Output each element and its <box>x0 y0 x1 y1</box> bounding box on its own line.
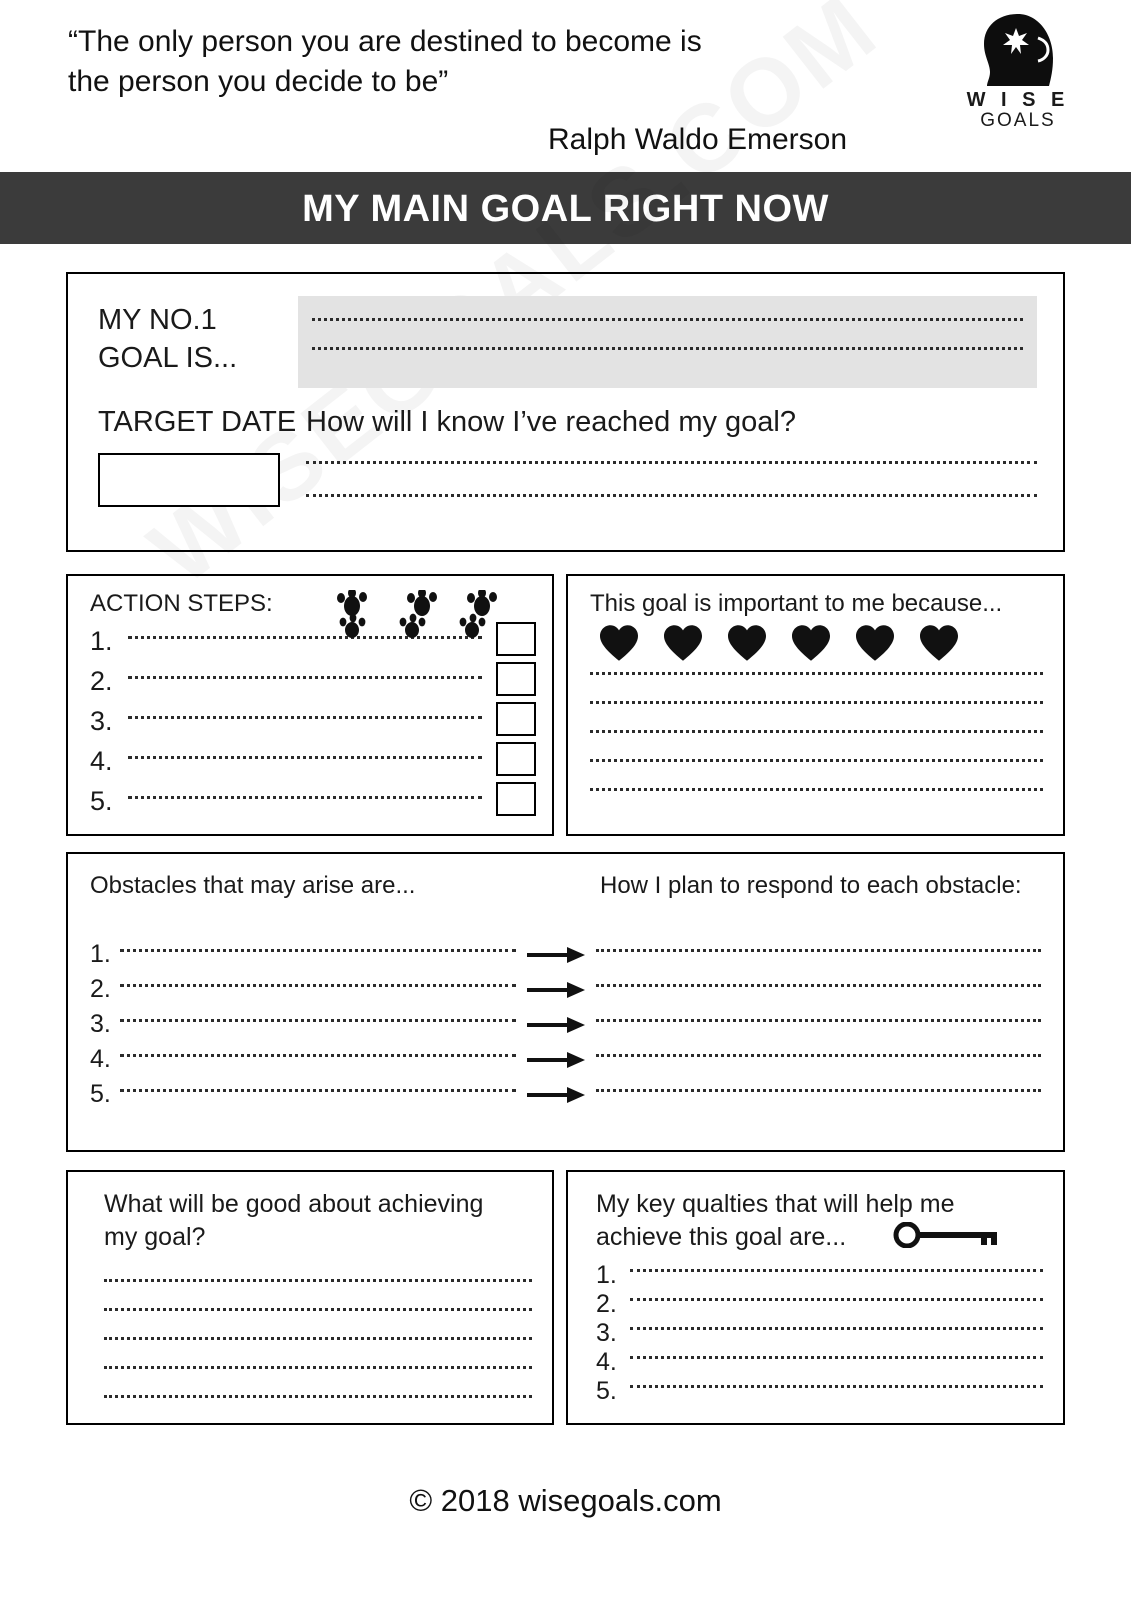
heart-icon <box>726 624 768 662</box>
arrow-right-icon <box>516 1085 596 1105</box>
benefits-section <box>66 1170 554 1425</box>
benefits-input-line[interactable] <box>104 1366 532 1369</box>
obstacle-input[interactable] <box>120 949 516 952</box>
quality-number: 5. <box>596 1377 617 1405</box>
obstacle-input[interactable] <box>120 1054 516 1057</box>
benefits-heading-line2: my goal? <box>104 1222 206 1251</box>
benefits-input-line[interactable] <box>104 1308 532 1311</box>
action-step-checkbox[interactable] <box>496 662 536 696</box>
qualities-section <box>566 1170 1065 1425</box>
goal-input-line-2[interactable] <box>312 347 1023 350</box>
action-step-input[interactable] <box>128 676 482 679</box>
action-step-row <box>90 702 536 740</box>
importance-input-line[interactable] <box>590 701 1043 704</box>
obstacle-row <box>90 940 1041 969</box>
quality-row <box>596 1290 1043 1319</box>
action-step-checkbox[interactable] <box>496 702 536 736</box>
importance-input-line[interactable] <box>590 730 1043 733</box>
arrow-right-icon <box>516 980 596 1000</box>
quality-number: 3. <box>596 1319 617 1347</box>
benefits-input-line[interactable] <box>104 1279 532 1282</box>
obstacle-number: 5. <box>90 1080 111 1108</box>
obstacles-heading: Obstacles that may arise are... <box>90 872 416 899</box>
action-step-checkbox[interactable] <box>496 782 536 816</box>
target-date-input[interactable] <box>98 453 280 507</box>
benefits-input-line[interactable] <box>104 1337 532 1340</box>
heart-icon <box>854 624 896 662</box>
success-criteria-question: How will I know I’ve reached my goal? <box>306 406 796 438</box>
copyright-icon: © <box>409 1483 433 1518</box>
importance-input-line[interactable] <box>590 672 1043 675</box>
obstacle-number: 4. <box>90 1045 111 1073</box>
action-steps-heading: ACTION STEPS: <box>90 590 273 617</box>
importance-input-line[interactable] <box>590 788 1043 791</box>
action-step-row <box>90 662 536 700</box>
quality-input[interactable] <box>630 1269 1043 1272</box>
obstacle-input[interactable] <box>120 1089 516 1092</box>
quality-number: 1. <box>596 1261 617 1289</box>
footer <box>66 1483 1065 1519</box>
action-step-number: 4. <box>90 745 113 776</box>
hearts-row <box>598 624 1043 662</box>
goal-input[interactable] <box>298 296 1037 388</box>
quality-row <box>596 1348 1043 1377</box>
quality-number: 2. <box>596 1290 617 1318</box>
benefits-input-line[interactable] <box>104 1395 532 1398</box>
quality-row <box>596 1377 1043 1406</box>
obstacle-row <box>90 1010 1041 1039</box>
obstacle-input[interactable] <box>120 1019 516 1022</box>
importance-input-line[interactable] <box>590 759 1043 762</box>
response-input[interactable] <box>596 984 1041 987</box>
wisegoals-head-icon <box>976 12 1060 88</box>
action-step-input[interactable] <box>128 756 482 759</box>
response-input[interactable] <box>596 1054 1041 1057</box>
action-step-row <box>90 782 536 820</box>
action-steps-section <box>66 574 554 836</box>
action-step-row <box>90 742 536 780</box>
success-criteria-line-2[interactable] <box>306 494 1037 497</box>
obstacle-number: 2. <box>90 975 111 1003</box>
footer-text: 2018 wisegoals.com <box>440 1483 722 1518</box>
logo-wise-text: W I S E <box>966 89 1070 111</box>
importance-section <box>566 574 1065 836</box>
quality-input[interactable] <box>630 1356 1043 1359</box>
quote-text: “The only person you are destined to become is the person you decide to be” <box>68 25 702 98</box>
arrow-right-icon <box>516 1050 596 1070</box>
quality-row <box>596 1319 1043 1348</box>
heart-icon <box>598 624 640 662</box>
logo-goals-text: GOALS <box>980 110 1056 131</box>
responses-heading: How I plan to respond to each obstacle: <box>600 872 1022 899</box>
action-step-checkbox[interactable] <box>496 742 536 776</box>
action-step-number: 5. <box>90 785 113 816</box>
paw-prints-icon <box>330 590 510 640</box>
heart-icon <box>918 624 960 662</box>
goal-label-line2: GOAL IS... <box>98 341 238 374</box>
qualities-list <box>596 1261 1043 1406</box>
action-step-input[interactable] <box>128 796 482 799</box>
quality-input[interactable] <box>630 1298 1043 1301</box>
quality-number: 4. <box>596 1348 617 1376</box>
obstacle-number: 3. <box>90 1010 111 1038</box>
quality-input[interactable] <box>630 1327 1043 1330</box>
key-icon <box>893 1222 1003 1248</box>
action-steps-list <box>90 622 536 820</box>
benefits-heading-line1: What will be good about achieving <box>104 1190 484 1218</box>
action-step-number: 3. <box>90 705 113 736</box>
arrow-right-icon <box>516 1015 596 1035</box>
page-header <box>0 0 1131 172</box>
benefits-heading <box>104 1188 532 1253</box>
target-date-label: TARGET DATE <box>98 406 297 438</box>
quote-author: Ralph Waldo Emerson <box>548 123 848 157</box>
importance-heading: This goal is important to me because... <box>590 590 1003 617</box>
arrow-right-icon <box>516 945 596 965</box>
obstacle-row <box>90 1080 1041 1109</box>
goal-label <box>98 296 298 377</box>
quality-row <box>596 1261 1043 1290</box>
heart-icon <box>790 624 832 662</box>
obstacle-row <box>90 1045 1041 1074</box>
obstacles-list <box>90 940 1041 1109</box>
page-title: MY MAIN GOAL RIGHT NOW <box>0 172 1131 244</box>
quality-input[interactable] <box>630 1385 1043 1388</box>
obstacles-section <box>66 852 1065 1152</box>
main-goal-section <box>66 272 1065 552</box>
response-input[interactable] <box>596 949 1041 952</box>
obstacle-row <box>90 975 1041 1004</box>
goal-label-line1: MY NO.1 <box>98 304 217 336</box>
obstacle-number: 1. <box>90 940 111 968</box>
response-input[interactable] <box>596 1089 1041 1092</box>
action-step-number: 1. <box>90 625 113 656</box>
action-step-input[interactable] <box>128 716 482 719</box>
qualities-heading-line2: achieve this goal are... <box>596 1222 847 1251</box>
response-input[interactable] <box>596 1019 1041 1022</box>
logo <box>963 12 1073 132</box>
success-criteria-line-1[interactable] <box>306 461 1037 464</box>
obstacle-input[interactable] <box>120 984 516 987</box>
action-step-number: 2. <box>90 665 113 696</box>
qualities-heading-line1: My key qualties that will help me <box>596 1190 955 1218</box>
heart-icon <box>662 624 704 662</box>
goal-input-line-1[interactable] <box>312 318 1023 321</box>
